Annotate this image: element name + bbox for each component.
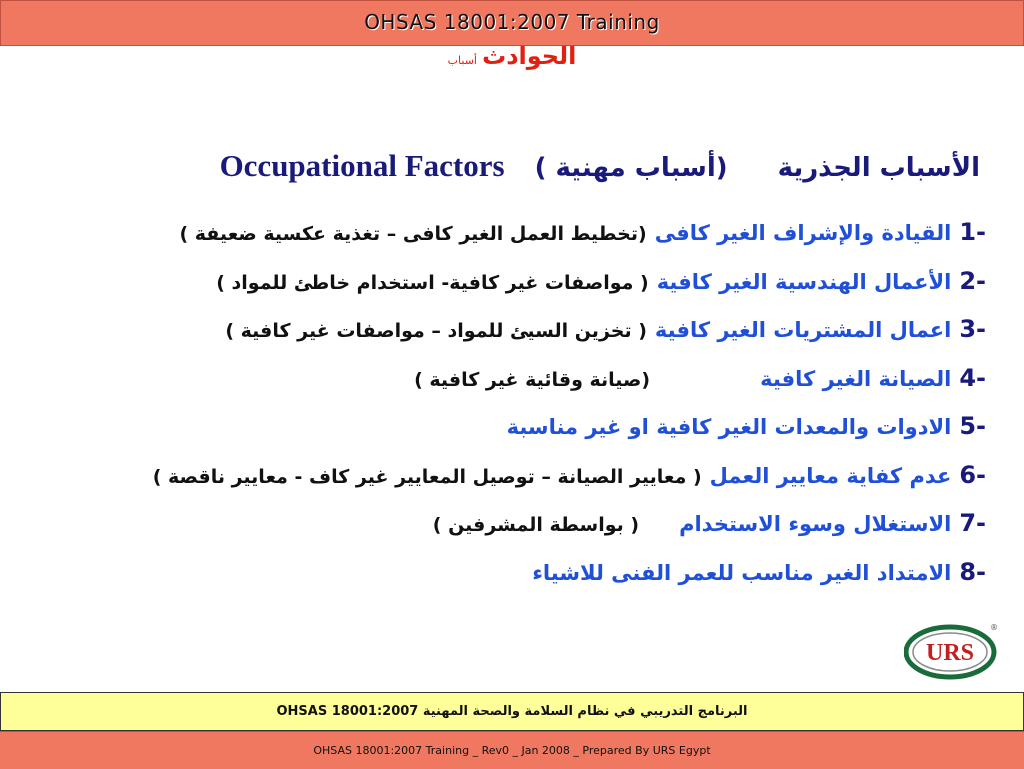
item-main: الصيانة الغير كافية [760, 366, 952, 391]
subtitle-small: أسباب [447, 54, 477, 67]
item-number: -6 [959, 460, 986, 489]
list-item [26, 364, 986, 413]
item-number: -8 [959, 557, 986, 586]
heading-occupational-ar: (أسباب مهنية ) [534, 153, 728, 183]
item-number: -4 [959, 363, 986, 392]
item-detail: ( بواسطة المشرفين ) [432, 514, 640, 536]
subtitle-main: الحوادث [482, 42, 577, 70]
program-band [0, 692, 1024, 731]
list-item [26, 218, 986, 267]
list-item [26, 509, 986, 558]
footer-credit: OHSAS 18001:2007 Training _ Rev0 _ Jan 2008 _ Prepared By URS Egypt [313, 744, 711, 757]
heading-occupational-en: Occupational Factors [219, 148, 505, 183]
item-main: الأعمال الهندسية الغير كافية [656, 269, 952, 294]
header-title: OHSAS 18001:2007 Training [364, 10, 660, 34]
factors-list [26, 218, 986, 606]
item-main: الادوات والمعدات الغير كافية او غير مناسبة [506, 415, 952, 439]
item-main: القيادة والإشراف الغير كافى [654, 221, 952, 245]
list-item [26, 267, 986, 316]
list-item [26, 315, 986, 364]
list-item [26, 412, 986, 461]
list-item [26, 558, 986, 607]
bottom-banner [0, 731, 1024, 769]
slide-subtitle [0, 42, 1024, 70]
item-number: -2 [959, 266, 986, 295]
list-item [26, 461, 986, 510]
item-main: عدم كفاية معايير العمل [709, 463, 952, 488]
item-number: -3 [959, 315, 986, 343]
item-main: اعمال المشتريات الغير كافية [654, 318, 952, 342]
heading-root-causes: الأسباب الجذرية [777, 153, 980, 183]
item-number: -1 [959, 218, 986, 246]
item-detail: (تخطيط العمل الغير كافى – تغذية عكسية ضعيفة ) [179, 223, 647, 245]
slide-heading [220, 148, 980, 184]
item-detail: ( مواصفات غير كافية- استخدام خاطئ للمواد ) [216, 271, 649, 294]
item-detail: ( معايير الصيانة – توصيل المعايير غير كاف - معايير ناقصة ) [152, 465, 702, 488]
item-main: الامتداد الغير مناسب للعمر الفنى للاشياء [532, 560, 952, 585]
top-banner [0, 0, 1024, 46]
urs-logo [904, 620, 998, 680]
item-main: الاستغلال وسوء الاستخدام [679, 512, 952, 536]
logo-registered: ® [990, 623, 998, 632]
item-number: -5 [959, 412, 986, 440]
item-number: -7 [959, 509, 986, 537]
item-detail: (صيانة وقائية غير كافية ) [414, 368, 651, 391]
program-title: البرنامج التدريبي في نظام السلامة والصحة المهنية OHSAS 18001:2007 [276, 704, 748, 719]
logo-text: URS [925, 640, 975, 666]
item-detail: ( تخزين السيئ للمواد – مواصفات غير كافية ) [225, 320, 647, 342]
